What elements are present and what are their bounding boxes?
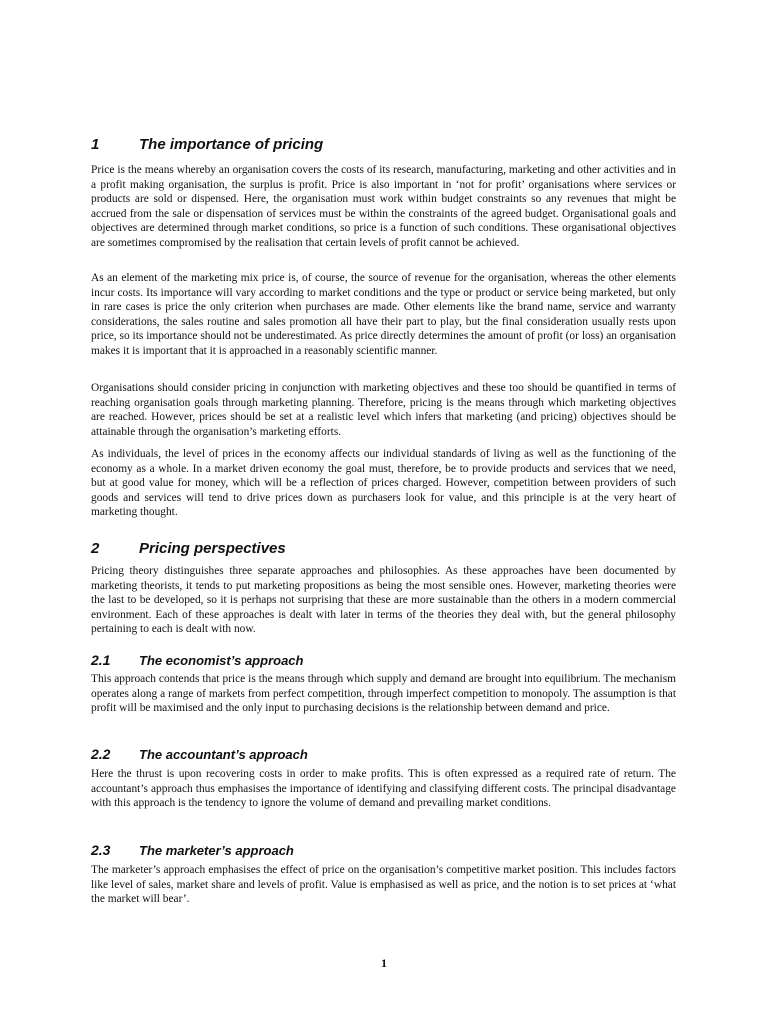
paragraph: Pricing theory distinguishes three separate approaches and philosophies. As these approaches have been documented by marketing theorists, it tends to put marketing propositions as being the most sensible ones. However, marketing theories were the last to be developed, so it is perhaps not surprising that these are more sustainable than the others in a modern commercial environment. Each of these approaches is dealt with later in terms of the theories they deal with, but the general philosophy pertaining to each is dealt with now. <box>91 565 676 636</box>
subsection-title: The economist’s approach <box>139 653 304 668</box>
subsection-title: The marketer’s approach <box>139 843 294 858</box>
paragraph: This approach contends that price is the means through which supply and demand are brought into equilibrium. The mechanism operates along a range of markets from perfect competition, through imperfect competition to monopoly. The assumption is that profit will be maximised and the only input to purchasing decisions is the relationship between demand and price. <box>91 673 676 715</box>
section-number: 2 <box>91 540 100 557</box>
page-number: 1 <box>381 956 387 970</box>
subsection-number: 2.3 <box>91 842 111 858</box>
paragraph: Organisations should consider pricing in conjunction with marketing objectives and these too should be quantified in terms of reaching organisation goals through marketing planning. Therefore, pricing is the means through which marketing objectives are reached. However, prices should be set at a realistic level which infers that marketing (and pricing) objectives should be attainable through the organisation’s marketing efforts. <box>91 382 676 438</box>
paragraph: As an element of the marketing mix price is, of course, the source of revenue for the organisation, whereas the other elements incur costs. Its importance will vary according to market conditions and the type or product or service being marketed, but only in rare cases is price the only criterion when purchases are made. Other elements like the brand name, service and warranty considerations, the sales routine and sales promotion all have their part to play, but the final consideration usually rests upon price, so its importance should not be underestimated. As price directly determines the amount of profit (or loss) an organisation makes it is important that it is approached in a reasonably scientific manner. <box>91 272 676 357</box>
subsection-heading <box>91 652 303 669</box>
subsection-heading <box>91 842 294 859</box>
paragraph: Here the thrust is upon recovering costs in order to make profits. This is often expressed as a required rate of return. The accountant’s approach thus emphasises the importance of identifying and classifying different costs. The principal disadvantage with this approach is the tendency to ignore the volume of demand and prevailing market conditions. <box>91 768 676 810</box>
paragraph: Price is the means whereby an organisation covers the costs of its research, manufacturing, marketing and other activities and in a profit making organisation, the surplus is profit. Price is also important in ‘not for profit’ organisations where services or products are sold or dispensed. Here, the organisation must work within budget constraints so any revenues that might be accrued from the sale or dispensation of services must be within the constraints of the agreed budget. Organisational goals and objectives are determined through market conditions, so price is a function of such conditions. These organisational objectives are sometimes compromised by the realisation that certain levels of profit cannot be achieved. <box>91 164 676 249</box>
section-title: Pricing perspectives <box>139 540 286 557</box>
section-1-heading <box>91 136 323 154</box>
subsection-heading <box>91 746 308 763</box>
section-2-heading <box>91 540 286 558</box>
section-number: 1 <box>91 136 100 153</box>
paragraph: As individuals, the level of prices in the economy affects our individual standards of living as well as the functioning of the economy as a whole. In a market driven economy the goal must, therefore, be to provide products and services that we need, but at good value for money, which will be a reflection of prices charged. However, competition between providers of such goods and services will tend to drive prices down as purchasers look for value, and this principle is at the very heart of marketing thought. <box>91 448 676 519</box>
subsection-title: The accountant’s approach <box>139 747 308 762</box>
paragraph: The marketer’s approach emphasises the effect of price on the organisation’s competitive market position. This includes factors like level of sales, market share and levels of profit. Value is emphasised as well as price, and the notion is to set prices at ‘what the market will bear’. <box>91 864 676 906</box>
subsection-number: 2.2 <box>91 746 111 762</box>
section-title: The importance of pricing <box>139 136 324 153</box>
subsection-number: 2.1 <box>91 652 111 668</box>
